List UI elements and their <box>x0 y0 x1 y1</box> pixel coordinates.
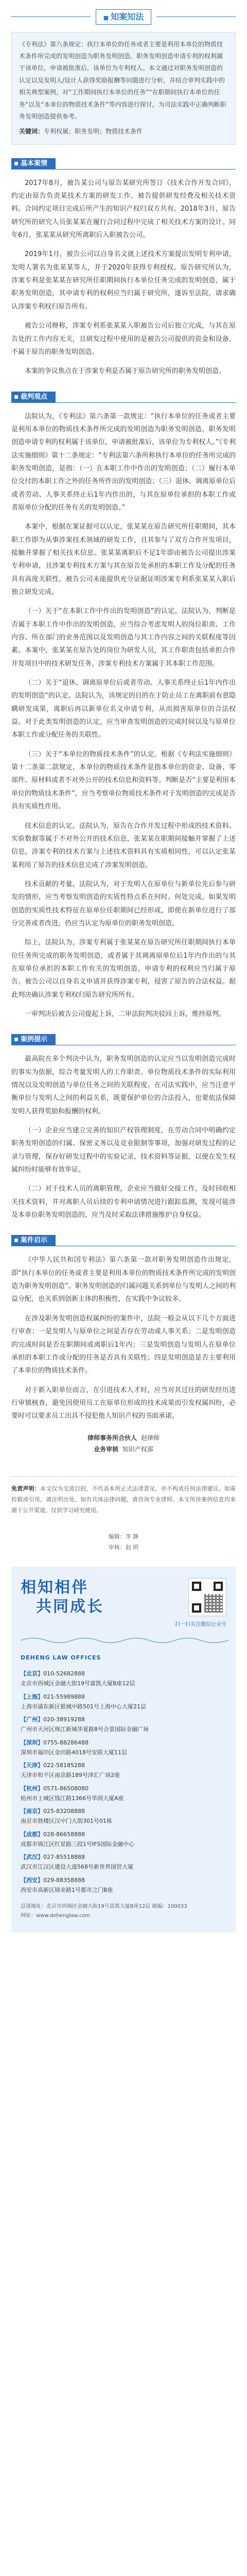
office-entry <box>21 1806 226 1826</box>
qr-block <box>188 1578 226 1616</box>
paragraph: 本案的争议焦点在于涉案专利是否属于原告研究所的职务发明创造。 <box>25 367 226 376</box>
office-entry <box>21 1715 226 1735</box>
section-heading <box>11 1233 236 1248</box>
slogan-line-1: 相知相伴 <box>21 1578 89 1597</box>
qr-corner <box>192 1603 201 1613</box>
footer-card <box>11 1567 236 1933</box>
office-address: 武汉市江汉区建设大道568号新世界国贸大厦 <box>21 1863 133 1871</box>
section-rule <box>56 402 236 403</box>
office-phone[interactable]: 029-88358888 <box>43 1876 85 1884</box>
paragraph: 2019年1月，被告公司以自身名义就上述技术方案提出发明专利申请，发明人署名为张某某等人，并于2020年获得专利授权。原告研究所认为，涉案专利是张某某在研究所任职期间执行本单位任务完成的发明创造，属于职务发明创造，其申请专利的权利应当归属于研究所，遂诉至法院，请求确认涉案专利权归原告所有。 <box>11 250 236 311</box>
office-city: 【北京】 <box>21 1670 43 1677</box>
keywords <box>19 126 228 138</box>
paragraph: 本案中，根据在案证据可以认定，张某某在原告研究所任职期间，其本职工作即为从事涉案技术领域的研发工作，且其参与了双方合作开发项目，接触并掌握了相关技术信息。张某某离职后不足1年即由被告公司提出涉案专利申请，且涉案专利技术方案与其在原告处承担的本职工作及分配的任务具有高度关联性。被告公司未能提供充分证据证明涉案专利系张某某入职后独立研发完成。 <box>11 523 236 596</box>
qr-corner <box>214 1582 223 1591</box>
office-entry <box>21 1829 226 1850</box>
paragraph: 技术信息的认定。法院认为，原告在合作开发过程中形成的技术资料、实验数据等属于不对外公开的技术信息，张某某在职期间接触并掌握了上述信息，涉案专利的技术方案与上述技术资料具有实质相同性，可以认定张某某利用了原告的技术信息完成了涉案发明创造。 <box>11 822 236 869</box>
office-city: 【南京】 <box>21 1808 43 1815</box>
section-heading <box>11 389 236 405</box>
office-city: 【西安】 <box>21 1876 43 1884</box>
slogan-line-2: 共同成长 <box>36 1598 104 1616</box>
paragraph: 被告公司辩称，涉案专利系张某某入职被告公司后独立完成，与其在原告处的工作内容无关，且研发过程中使用的是被告公司提供的资金和设备，不属于原告的职务发明创造。 <box>11 322 236 356</box>
article-header <box>0 0 247 25</box>
paragraph: 在涉及职务发明创造权属纠纷的案件中，法院一般会从以下几个方面进行审查：一是发明人与原单位之间是否存在劳动或人事关系；二是发明创造的完成时间是否在职期间或离职后1年内；三是发明创造与发明人在原单位承担的本职工作或分配的任务是否具有关联性；四是发明创造是否主要利用了本单位的物质技术条件。 <box>11 1314 236 1375</box>
paragraph: 技术贡献的考量。法院认为，对于发明人在原单位与新单位先后参与研发的情形，应当考察发明创造的实质性特点系在何时、何处完成。如果发明创造的实质性技术特征在原单位任职期间已经形成，即使在新单位进行了部分完善或者改进，仍应当认定为原单位的职务发明创造。 <box>11 880 236 927</box>
slogan-row <box>21 1578 226 1617</box>
office-address: 南京市鼓楼区汉中门大街301号01栋 <box>21 1818 112 1825</box>
signature-name: 知识产权部 <box>122 1446 153 1453</box>
section-court-opinion <box>11 389 236 1021</box>
column-title <box>96 9 151 25</box>
section-title: 案例提示 <box>11 1034 56 1045</box>
office-entry <box>21 1669 226 1689</box>
paragraph: （一）关于“在本职工作中作出的发明创造”的认定。法院认为，判断是否属于本职工作中作出的发明创造，应当综合考虑发明人的岗位职责、工作内容、所在部门的业务范围以及发明创造与其工作内容之间的关联程度等因素。本案中，张某某在原告处的岗位为研发人员，其工作职责包括承担合作开发项目中的技术研发任务，涉案专利技术方案属于其本职工作范围。 <box>11 607 236 668</box>
office-city: 【广州】 <box>21 1716 43 1723</box>
office-phone[interactable]: 025-83208888 <box>43 1808 85 1815</box>
paragraph: 《中华人民共和国专利法》第六条第一款对职务发明创造作出规定，即“执行本单位的任务或者主要是利用本单位的物质技术条件所完成的发明创造为职务发明创造”。职务发明创造的归属问题关系到单位与发明人之间的利益分配，也关系到创新主体的积极性，在实践中争议较多。 <box>11 1256 236 1303</box>
office-city: 【上海】 <box>21 1693 43 1700</box>
office-city: 【杭州】 <box>21 1785 43 1792</box>
qr-pattern <box>204 1594 223 1613</box>
paragraph: （二）关于“退休、调离原单位后或者劳动、人事关系终止后1年内作出的发明创造”的认定。法院认为，该规定的目的在于防止员工在离职前有意隐瞒研发成果，离职后再以新单位名义申请专利，从而损害原单位的合法权益。对于此类发明创造的认定，应当审查发明创造的完成时间以及与原单位本职工作或分配任务的关联性。 <box>11 679 236 739</box>
office-city: 【深圳】 <box>21 1739 43 1746</box>
editor-credits <box>0 1532 247 1553</box>
section-title: 案件启示 <box>11 1235 56 1246</box>
header-rule-right <box>156 16 236 17</box>
slogan <box>21 1578 188 1617</box>
office-address: 上海市浦东新区银城中路501号上海中心大厦21层 <box>21 1703 146 1710</box>
paragraph: 最高院在多个判决中认为，职务发明创造的认定应当以发明创造完成时的事实为依据，综合考量发明人的工作职责、单位物质技术条件的实际利用情况以及发明创造与单位任务之间的关联程度。在司法实践中，应当注意平衡单位与发明人之间的利益关系，既要保护单位的合法投入，也要依法保障发明人获得奖励和报酬的权利。 <box>11 1055 236 1115</box>
signature-label: 业务审核 <box>94 1446 119 1453</box>
office-address: 北京市西城区金融大街19号富凯大厦B座12层 <box>21 1680 135 1687</box>
disclaimer <box>11 1476 236 1516</box>
section-basic-facts <box>11 156 236 378</box>
paragraph: 2017年8月，被告某公司与原告某研究所签订《技术合作开发合同》，约定由原告负责某技术方案的研发工作，被告提供研发经费及相关技术资料。合同约定项目完成后所产生的知识产权归双方共有。2018年3月，原告研究所的研究人员张某某在履行合同过程中完成了相关技术方案的设计。同年6月，张某某从研究所离职后入职被告公司。 <box>11 179 236 240</box>
office-phone[interactable]: 020-38919288 <box>43 1716 85 1723</box>
keywords-label: 关键词： <box>19 128 44 135</box>
section-rule <box>56 169 236 170</box>
wave-divider-icon <box>21 1636 228 1645</box>
section-heading <box>11 156 236 172</box>
signature-line-2 <box>11 1444 236 1455</box>
office-city: 【武汉】 <box>21 1854 43 1861</box>
office-entry <box>21 1692 226 1712</box>
office-phone[interactable]: 022-58185288 <box>43 1762 85 1769</box>
office-phone[interactable]: 021-55989888 <box>43 1693 85 1700</box>
office-phone[interactable]: 0571-86508080 <box>43 1785 89 1792</box>
qr-code-icon[interactable] <box>188 1578 226 1616</box>
website[interactable]: 网址：www.dehenglaw.com <box>21 1912 91 1919</box>
author-signature <box>11 1432 236 1456</box>
header-rule-left <box>11 16 91 17</box>
office-phone[interactable]: 027-85518888 <box>43 1854 85 1861</box>
office-address: 成都市锦江区红星路三段1号IFS国际金融中心 <box>21 1840 135 1848</box>
office-entry <box>21 1760 226 1781</box>
paragraph: 综上，法院认为，涉案专利属于张某某在原告研究所任职期间执行本单位任务所完成的职务发明创造，或者属于其调离原单位后1年内作出的与其在原单位承担的本职工作有关的发明创造，申请专利的权利应当归属于原告。被告公司以自身名义申请并获得涉案专利，侵害了原告的合法权益。据此判决确认涉案专利权归原告研究所所有。 <box>11 939 236 999</box>
editor-name: 编辑：李 静 <box>108 1533 139 1540</box>
office-address: 西安市高新区锦业路1号都市之门B座 <box>21 1886 113 1893</box>
abstract-text: 《专利法》第六条规定：执行本单位的任务或者主要是利用本单位的物质技术条件所完成的发明创造为职务发明创造。职务发明创造申请专利的权利属于该单位，申请被批准后，该单位为专利权人。本文通过对职务发明创造的认定以及发明人/设计人获得奖励报酬等问题进行分析，并结合审判实践中的相关典型案例，对“工作期间执行本单位的任务”“在职期间执行本单位的任务”以及“本单位的物质技术条件”等内容进行探讨，为司法实践中正确判断职务发明创造提供参考。 <box>19 40 226 120</box>
qr-caption: 扫一扫关注微信公众号 <box>175 1621 226 1628</box>
office-phone[interactable]: 010-52682888 <box>43 1670 85 1677</box>
office-phone[interactable]: 0755-88286488 <box>43 1739 89 1746</box>
signature-line-1 <box>11 1432 236 1444</box>
section-title: 基本案情 <box>11 158 56 170</box>
qr-corner <box>192 1582 201 1591</box>
hq-address: 总部地址：北京市西城区金融大街19号富凯大厦B座12层 邮编：100033 <box>21 1904 187 1910</box>
section-title: 裁判观点 <box>11 392 56 403</box>
paragraph: 一审判决后被告公司提起上诉，二审法院判决驳回上诉，维持原判。 <box>25 1010 226 1018</box>
office-city: 【天津】 <box>21 1762 43 1769</box>
section-heading <box>11 1032 236 1047</box>
paragraph: 法院认为，《专利法》第六条第一款规定：“执行本单位的任务或者主要是利用本单位的物质技术条件所完成的发明创造为职务发明创造。职务发明创造申请专利的权利属于该单位，申请被批准后，该单位为专利权人。”《专利法实施细则》第十二条规定：“专利法第六条所称执行本单位的任务所完成的职务发明创造，是指：（一）在本职工作中作出的发明创造；（二）履行本单位交付的本职工作之外的任务所作出的发明创造；（三）退休、调离原单位后或者劳动、人事关系终止后1年内作出的，与其在原单位承担的本职工作或者原单位分配的任务有关的发明创造。” <box>11 412 236 512</box>
office-entry <box>21 1875 226 1895</box>
office-entry <box>21 1784 226 1804</box>
keywords-text: 专利权属；职务发明；物质技术条件 <box>44 128 143 135</box>
disclaimer-text: 本文仅为交流目的，不代表本所正式法律意见，亦不构成任何法律建议。如需转载或引用，请注明出处。如有具体法律问题，请咨询专业律师。本文所涉案例信息均来源于公开渠道，仅供学习研究使用。 <box>11 1485 236 1514</box>
office-list <box>21 1669 226 1895</box>
office-city: 【成都】 <box>21 1831 43 1838</box>
brand-name: DEHENG LAW OFFICES <box>21 1654 101 1662</box>
section-case-notes <box>11 1032 236 1222</box>
reviewer-name: 审核：赵 明 <box>108 1544 139 1551</box>
office-entry <box>21 1738 226 1758</box>
paragraph: （三）关于“本单位的物质技术条件”的认定。根据《专利法实施细则》第十二条第二款规定，本单位的物质技术条件是指本单位的资金、设备、零部件、原材料或者不对外公开的技术信息和资料等。判断是否“主要是利用本单位的物质技术条件”，应当考察单位物质技术条件对于发明创造的完成是否具有实质性作用。 <box>11 750 236 811</box>
office-address: 深圳市福田区金田路4018号安联大厦11层 <box>21 1749 127 1756</box>
disclaimer-label: 免责声明： <box>11 1485 40 1493</box>
office-address: 广州市天河区珠江新城华夏路8号合景国际金融广场 <box>21 1726 149 1733</box>
office-entry <box>21 1852 226 1872</box>
footer-address <box>21 1902 226 1920</box>
office-address: 天津市和平区南京路189号津汇广场2座 <box>21 1772 120 1779</box>
pin-icon: ■ <box>103 14 109 21</box>
office-address: 杭州市上城区钱江路1366号华润大厦A座 <box>21 1794 124 1802</box>
column-title-text: 知案知法 <box>111 12 144 22</box>
paragraph: （一）企业应当建立完善的知识产权管理制度，在劳动合同中明确约定职务发明创造的归属、保密义务以及竞业限制等事项，加强对研发过程的记录与管理，保存好研发过程中的实验记录、技术资料等证据，以便在发生权属纠纷时能够有效举证。 <box>11 1127 236 1174</box>
paragraph: （二）对于技术人员的离职管理，企业应当做好交接工作，及时回收相关技术资料，并对离职人员后续的专利申请情况进行跟踪监测，发现可能涉及本单位职务发明创造的，应当及时采取法律措施维护自身权益。 <box>11 1185 236 1219</box>
paragraph: 对于新入职单位而言，在引进技术人才时，应当对其过往的研发经历进行审慎核查，避免因使用员工在原单位形成的技术成果而引发权属纠纷，必要时可以要求员工出具不侵犯他人知识产权的书面承诺。 <box>11 1386 236 1420</box>
signature-label: 律师事务所合伙人 <box>87 1434 137 1442</box>
section-case-insights <box>11 1233 236 1455</box>
abstract-box <box>11 32 236 145</box>
signature-name: 赵律师 <box>140 1434 160 1442</box>
office-phone[interactable]: 028-86658888 <box>43 1831 85 1838</box>
